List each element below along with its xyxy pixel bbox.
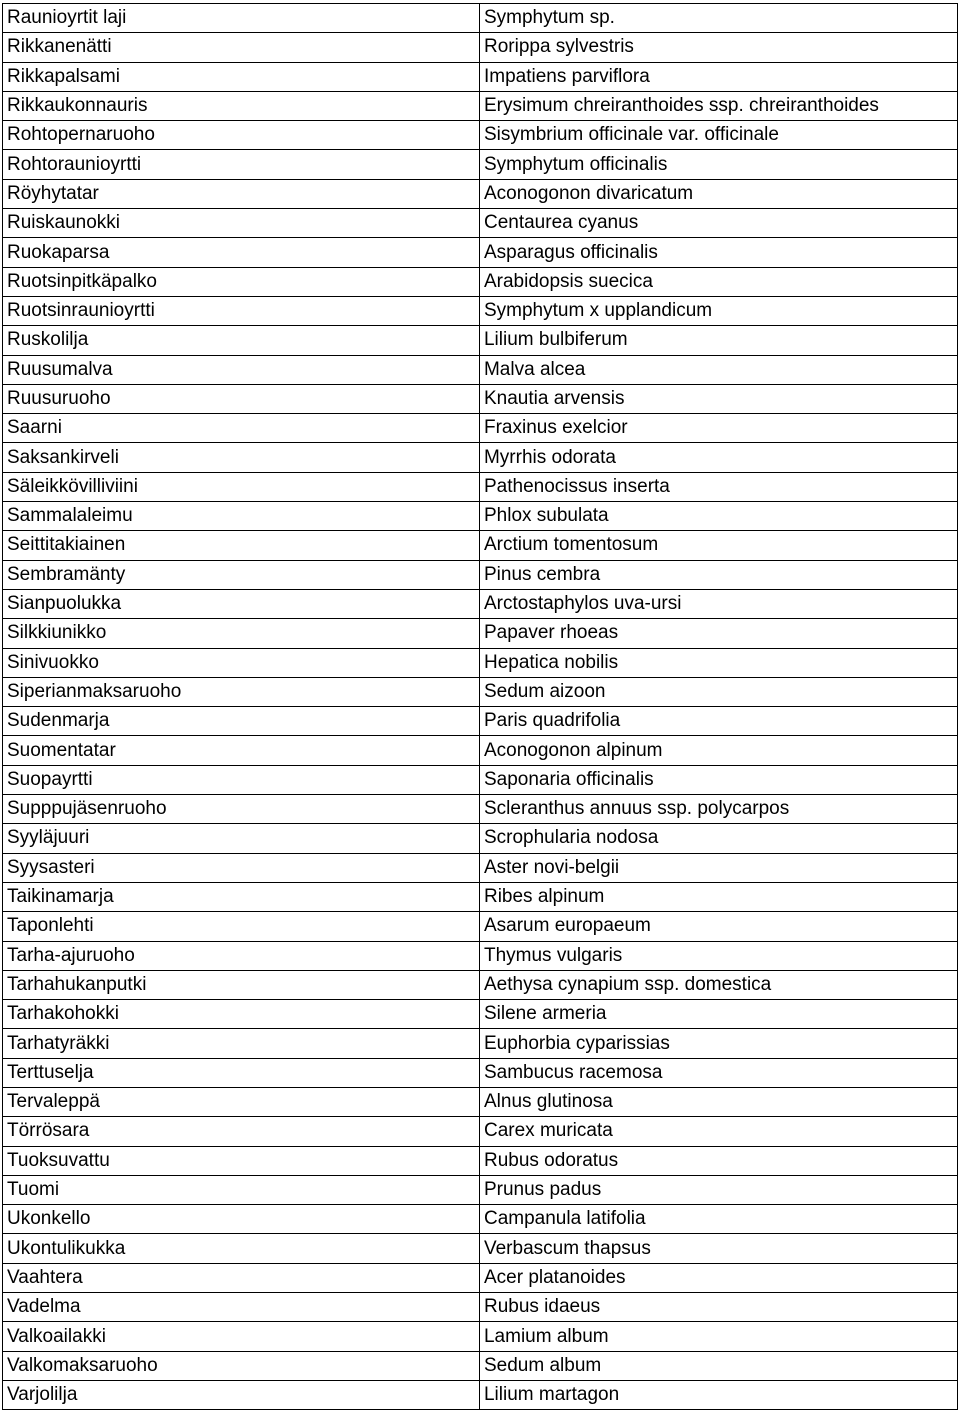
table-row [3,296,958,325]
table-row [3,267,958,296]
finnish-name-cell: Tarhatyräkki [3,1029,480,1058]
table-row [3,1263,958,1292]
finnish-name-cell: Ruskolilja [3,326,480,355]
latin-name-cell: Verbascum thapsus [479,1234,957,1263]
latin-name-cell: Lilium bulbiferum [479,326,957,355]
latin-name-cell: Sedum aizoon [479,677,957,706]
latin-name-cell: Asparagus officinalis [479,238,957,267]
finnish-name-cell: Vadelma [3,1293,480,1322]
latin-name-cell: Paris quadrifolia [479,707,957,736]
latin-name-cell: Carex muricata [479,1117,957,1146]
latin-name-cell: Scrophularia nodosa [479,824,957,853]
finnish-name-cell: Sembramänty [3,560,480,589]
latin-name-cell: Symphytum x upplandicum [479,296,957,325]
latin-name-cell: Alnus glutinosa [479,1087,957,1116]
finnish-name-cell: Varjolilja [3,1380,480,1409]
finnish-name-cell: Ruusuruoho [3,384,480,413]
table-row [3,912,958,941]
table-row [3,238,958,267]
table-row [3,62,958,91]
finnish-name-cell: Sinivuokko [3,648,480,677]
latin-name-cell: Malva alcea [479,355,957,384]
finnish-name-cell: Terttuselja [3,1058,480,1087]
table-row [3,209,958,238]
finnish-name-cell: Ukonkello [3,1205,480,1234]
latin-name-cell: Sedum album [479,1351,957,1380]
table-row [3,1058,958,1087]
table-row [3,150,958,179]
table-row [3,941,958,970]
latin-name-cell: Myrrhis odorata [479,443,957,472]
table-row [3,736,958,765]
finnish-name-cell: Valkoailakki [3,1322,480,1351]
table-row [3,824,958,853]
table-row [3,355,958,384]
table-row [3,1117,958,1146]
species-table [2,3,958,1410]
latin-name-cell: Aconogonon divaricatum [479,179,957,208]
latin-name-cell: Saponaria officinalis [479,765,957,794]
latin-name-cell: Hepatica nobilis [479,648,957,677]
latin-name-cell: Ribes alpinum [479,882,957,911]
table-row [3,1029,958,1058]
table-row [3,414,958,443]
latin-name-cell: Sambucus racemosa [479,1058,957,1087]
latin-name-cell: Aster novi-belgii [479,853,957,882]
table-row [3,91,958,120]
latin-name-cell: Centaurea cyanus [479,209,957,238]
table-row [3,1087,958,1116]
latin-name-cell: Phlox subulata [479,502,957,531]
latin-name-cell: Fraxinus exelcior [479,414,957,443]
latin-name-cell: Scleranthus annuus ssp. polycarpos [479,795,957,824]
table-row [3,1322,958,1351]
finnish-name-cell: Rikkanenätti [3,33,480,62]
table-row [3,1000,958,1029]
table-row [3,472,958,501]
finnish-name-cell: Tarhakohokki [3,1000,480,1029]
latin-name-cell: Pathenocissus inserta [479,472,957,501]
latin-name-cell: Prunus padus [479,1175,957,1204]
latin-name-cell: Arctostaphylos uva-ursi [479,589,957,618]
table-row [3,4,958,33]
finnish-name-cell: Suopayrtti [3,765,480,794]
latin-name-cell: Lamium album [479,1322,957,1351]
finnish-name-cell: Röyhytatar [3,179,480,208]
latin-name-cell: Silene armeria [479,1000,957,1029]
finnish-name-cell: Vaahtera [3,1263,480,1292]
table-row [3,589,958,618]
latin-name-cell: Erysimum chreiranthoides ssp. chreiranthoides [479,91,957,120]
finnish-name-cell: Ruusumalva [3,355,480,384]
finnish-name-cell: Ukontulikukka [3,1234,480,1263]
finnish-name-cell: Valkomaksaruoho [3,1351,480,1380]
finnish-name-cell: Saarni [3,414,480,443]
latin-name-cell: Thymus vulgaris [479,941,957,970]
table-row [3,882,958,911]
table-row [3,443,958,472]
latin-name-cell: Asarum europaeum [479,912,957,941]
table-row [3,531,958,560]
latin-name-cell: Euphorbia cyparissias [479,1029,957,1058]
latin-name-cell: Knautia arvensis [479,384,957,413]
latin-name-cell: Aethysa cynapium ssp. domestica [479,970,957,999]
table-row [3,1175,958,1204]
finnish-name-cell: Sudenmarja [3,707,480,736]
finnish-name-cell: Siperianmaksaruoho [3,677,480,706]
latin-name-cell: Aconogonon alpinum [479,736,957,765]
table-row [3,1380,958,1409]
finnish-name-cell: Seittitakiainen [3,531,480,560]
finnish-name-cell: Tuoksuvattu [3,1146,480,1175]
finnish-name-cell: Tuomi [3,1175,480,1204]
finnish-name-cell: Ruotsinraunioyrtti [3,296,480,325]
finnish-name-cell: Ruiskaunokki [3,209,480,238]
table-row [3,179,958,208]
latin-name-cell: Rubus idaeus [479,1293,957,1322]
table-row [3,1205,958,1234]
latin-name-cell: Impatiens parviflora [479,62,957,91]
finnish-name-cell: Saksankirveli [3,443,480,472]
finnish-name-cell: Rikkapalsami [3,62,480,91]
finnish-name-cell: Sammalaleimu [3,502,480,531]
latin-name-cell: Lilium martagon [479,1380,957,1409]
latin-name-cell: Pinus cembra [479,560,957,589]
latin-name-cell: Arctium tomentosum [479,531,957,560]
finnish-name-cell: Tarhahukanputki [3,970,480,999]
finnish-name-cell: Sianpuolukka [3,589,480,618]
table-row [3,677,958,706]
table-row [3,853,958,882]
finnish-name-cell: Taponlehti [3,912,480,941]
table-row [3,33,958,62]
finnish-name-cell: Rohtopernaruoho [3,121,480,150]
finnish-name-cell: Ruotsinpitkäpalko [3,267,480,296]
table-row [3,121,958,150]
finnish-name-cell: Raunioyrtit laji [3,4,480,33]
table-row [3,326,958,355]
table-row [3,970,958,999]
table-row [3,560,958,589]
latin-name-cell: Rubus odoratus [479,1146,957,1175]
finnish-name-cell: Rikkaukonnauris [3,91,480,120]
table-row [3,619,958,648]
finnish-name-cell: Säleikkövilliviini [3,472,480,501]
finnish-name-cell: Silkkiunikko [3,619,480,648]
finnish-name-cell: Taikinamarja [3,882,480,911]
table-row [3,795,958,824]
latin-name-cell: Sisymbrium officinale var. officinale [479,121,957,150]
table-row [3,765,958,794]
table-row [3,1351,958,1380]
finnish-name-cell: Törrösara [3,1117,480,1146]
finnish-name-cell: Rohtoraunioyrtti [3,150,480,179]
table-row [3,1293,958,1322]
latin-name-cell: Symphytum sp. [479,4,957,33]
latin-name-cell: Rorippa sylvestris [479,33,957,62]
table-row [3,1146,958,1175]
table-row [3,1234,958,1263]
latin-name-cell: Campanula latifolia [479,1205,957,1234]
finnish-name-cell: Syysasteri [3,853,480,882]
finnish-name-cell: Ruokaparsa [3,238,480,267]
finnish-name-cell: Syyläjuuri [3,824,480,853]
latin-name-cell: Papaver rhoeas [479,619,957,648]
latin-name-cell: Acer platanoides [479,1263,957,1292]
species-table-body [3,4,958,1410]
finnish-name-cell: Tarha-ajuruoho [3,941,480,970]
table-row [3,707,958,736]
finnish-name-cell: Supppujäsenruoho [3,795,480,824]
latin-name-cell: Arabidopsis suecica [479,267,957,296]
table-row [3,384,958,413]
table-row [3,648,958,677]
latin-name-cell: Symphytum officinalis [479,150,957,179]
finnish-name-cell: Suomentatar [3,736,480,765]
finnish-name-cell: Tervaleppä [3,1087,480,1116]
table-row [3,502,958,531]
